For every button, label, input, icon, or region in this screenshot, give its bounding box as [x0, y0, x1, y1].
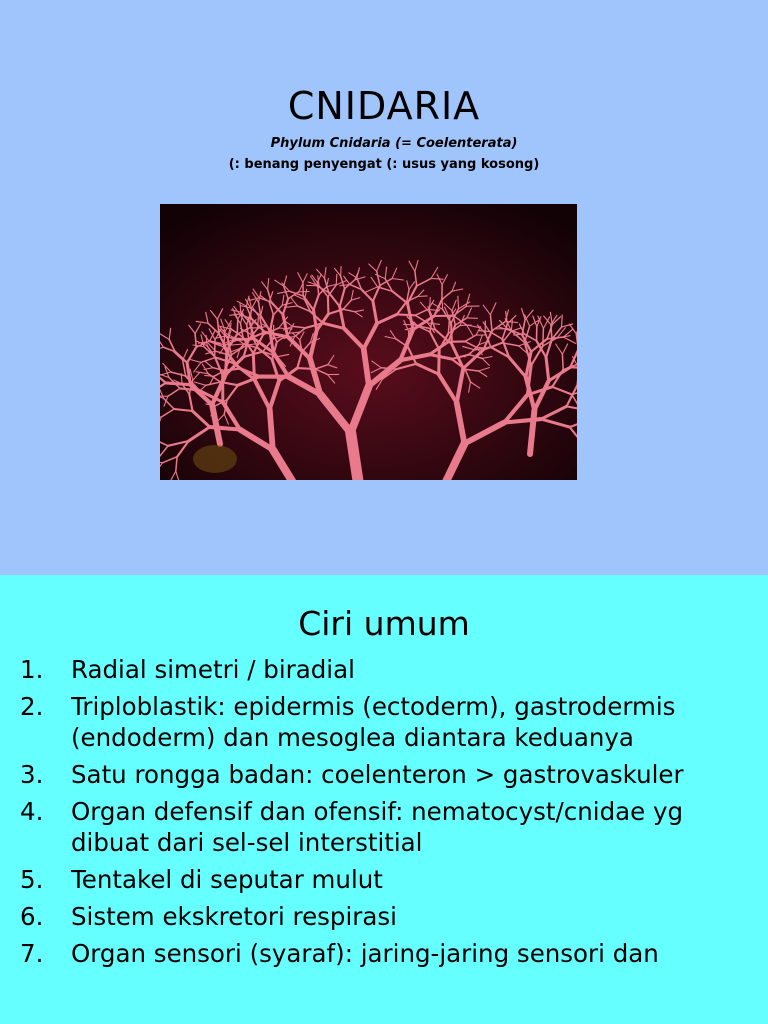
coral-branch: [166, 383, 191, 385]
list-text: Tentakel di seputar mulut: [71, 865, 383, 894]
list-item: [0, 691, 768, 753]
list-text: Sistem ekskretori respirasi: [71, 902, 397, 931]
slide-title: CNIDARIA: [287, 84, 481, 128]
coral-branch: [237, 319, 238, 334]
list-text: Radial simetri / biradial: [71, 655, 355, 684]
coral-branch: [439, 350, 440, 375]
list-item: [0, 796, 768, 858]
coral-branch: [226, 350, 228, 375]
coral-branch: [418, 296, 427, 297]
coral-branch: [404, 324, 416, 325]
list-item: [0, 654, 768, 685]
slide-ciri-umum: [0, 575, 768, 1024]
coral-branch: [562, 354, 563, 370]
subtitle-etymology: (: benang penyengat (: usus yang kosong): [228, 157, 540, 172]
subtitle-phylum: Phylum Cnidaria (= Coelenterata): [270, 136, 518, 151]
sea-fan-coral-photo: [160, 204, 577, 480]
coral-branch: [551, 325, 552, 339]
list-text: Organ defensif dan ofensif: nematocyst/cnidae yg dibuat dari sel-sel interstitial: [71, 797, 684, 857]
coral-branch: [570, 367, 577, 368]
list-number: 2.: [20, 692, 44, 721]
list-number: 1.: [20, 655, 44, 684]
list-number: 4.: [20, 797, 44, 826]
list-item: [0, 901, 768, 932]
coral-branch: [397, 314, 415, 315]
list-number: 5.: [20, 865, 44, 894]
list-number: 6.: [20, 902, 44, 931]
coral-branch: [336, 274, 337, 285]
coral-branch: [253, 353, 254, 379]
coral-branch: [408, 332, 409, 347]
characteristics-list: [0, 654, 768, 975]
list-text: Triploblastik: epidermis (ectoderm), gastrodermis (endoderm) dan mesoglea diantara keduanya: [71, 692, 676, 752]
coral-branch: [258, 318, 259, 329]
coral-branches-image: [160, 204, 577, 480]
coral-branch: [442, 297, 443, 309]
coral-branch: [451, 323, 452, 344]
coral-branch: [273, 325, 274, 338]
list-text: Satu rongga badan: coelenteron > gastrovaskuler: [71, 760, 684, 789]
list-number: 7.: [20, 939, 44, 968]
section-heading: Ciri umum: [298, 604, 470, 643]
coral-branch: [297, 368, 315, 369]
list-item: [0, 938, 768, 969]
coral-branch: [328, 297, 329, 314]
coral-branch: [562, 315, 563, 327]
coral-branch: [341, 267, 342, 277]
list-text: Organ sensori (syaraf): jaring-jaring sensori dan: [71, 939, 659, 968]
list-item: [0, 759, 768, 790]
list-number: 3.: [20, 760, 44, 789]
list-item: [0, 864, 768, 895]
coral-branch: [195, 333, 196, 347]
coral-branch: [270, 409, 273, 450]
